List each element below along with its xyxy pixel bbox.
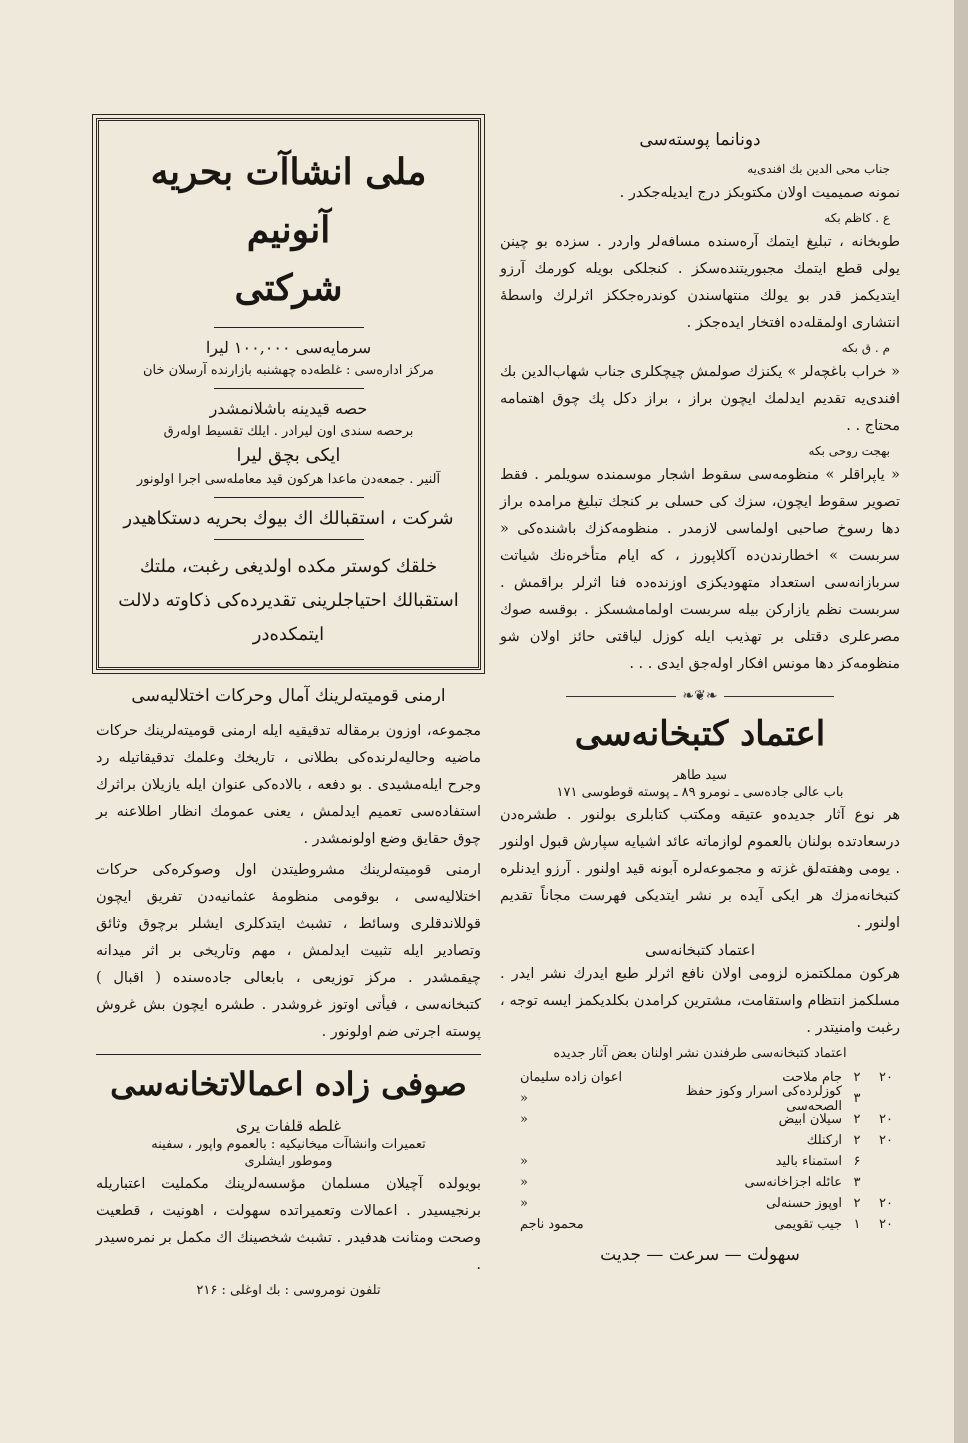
book-count: ۲ <box>853 1112 861 1127</box>
ad-closing: خلقك کوستر مکده اولدیغی رغبت، ملتك استقبالك احتیاجلرینی تقدیرده‌کی ذکاوته دلالت ایتمکده‌در <box>118 556 459 645</box>
book-count: ۲ <box>853 1196 861 1211</box>
ornamental-divider: ❧❦❧ <box>500 688 900 704</box>
divider <box>96 1054 481 1055</box>
bookshop-address: باب عالی جاده‌سی ـ نومرو ۸۹ ـ پوسته قوطوسی ۱۷۱ <box>556 785 844 800</box>
left-column <box>96 118 481 1300</box>
list-item <box>500 1214 900 1235</box>
book-list <box>500 1067 900 1235</box>
list-item <box>500 1130 900 1151</box>
right-column <box>500 118 900 1265</box>
book-title: جام ملاحت <box>782 1070 842 1085</box>
letter-text: « یاپراقلر » منظومه‌سی سقوط اشجار موسمنده سویلمر . فقط تصویر سقوط ایچون، سزك کی حسلی بر کنجك تبلیغ مرامده براز دها رسوخ صاحبی اولماسی لازمدر . منظومه‌کزك باشنده‌کی « سربست » اخطارندن‌ده آکلاپورز ، که ایام متأخره‌نك شیاتت سربازانه‌سی استعداد متهودیکزی اوزنده‌ده فنا اثرلر براقمش . سربست نظم یازارکن بیله سربست اولمامشسکز . بوقسه صوك مصرعلری دقتلی بر تهذیب ایله کوزل لیاقتی حائز اولان شو منظومه‌کز دها مونس افکار اوله‌جق ایدی . . . <box>500 467 900 672</box>
ad-note: آلنیر . جمعه‌دن ماعدا هرکون قید معامله‌سی اجرا اولونور <box>136 472 441 487</box>
book-count: ۲ <box>853 1133 861 1148</box>
list-item <box>500 1151 900 1172</box>
workshop-services: تعمیرات وانشاآت میخانیکیه : بالعموم واپور ، سفینه <box>151 1137 426 1152</box>
letter-text: طوبخانه ، تبلیغ ایتمك آره‌سنده مسافه‌لر واردر . سزده بو چینن یولی قطع ایتمك مجبوریتنده‌سکز . کنجلکی بویله کورمك آرزو ایتدیکمز قدر بو یولك منتهاسندن کوندره‌جککز اثرلرك واسطهٔ انتشاری اولمقله‌ده افتخار ایده‌جکز . <box>500 234 900 331</box>
book-count: ۶ <box>853 1154 861 1169</box>
mail-section-title: دونانما پوسته‌سی <box>639 130 761 150</box>
letter-text: « خراب باغچه‌لر » یکنزك صولمش چیچکلری جناب شهاب‌الدین بك افندی‌یه تقدیم ایدلمك ایچون براز ، براز دکل پك چوق اهتمامه محتاج . . <box>500 364 900 434</box>
review-title: ارمنی قومیته‌لرینك آمال وحرکات اختلالیه‌سی <box>131 686 446 706</box>
ad-shares-title: حصه قیدینه باشلانمشدر <box>209 399 368 418</box>
ad-headquarters: مرکز اداره‌سی : غلطه‌ده چهشنبه بازارنده آرسلان خان <box>142 363 435 378</box>
list-item <box>500 1109 900 1130</box>
workshop-title: صوفی زاده اعمالاتخانه‌سی <box>110 1065 467 1103</box>
book-title: جیب تقویمی <box>774 1217 842 1232</box>
book-price: ۲۰ <box>879 1070 893 1085</box>
bookshop-text: هر نوع آثار جدیده‌و عتیقه ومکتب کتابلری بولنور . طشره‌دن درسعادتده بولنان بالعموم لوازماته عائد اشیایه سپارش قبول اولنور . یومی وهفته‌لق غزته و مجموعه‌لره آبونه قید اولنور . آرزو ایدنلره کتبخانه‌مزك هر ایکی آیده بر نشر ایتدیکی فهرست مجاناً تقدیم اولنور . <box>500 807 900 931</box>
book-title: ارکنلك <box>806 1133 842 1148</box>
letter-text: نمونه صمیمیت اولان مکتوبکز درج ایدیله‌جکدر . <box>619 185 900 201</box>
book-title: عائله اجزاخانه‌سی <box>744 1175 842 1190</box>
book-price: ۲۰ <box>879 1196 893 1211</box>
bookshop-owner: سید طاهر <box>672 768 728 783</box>
ad-slogan: شرکت ، استقبالك اك بیوك بحریه دستکاهیدر <box>123 508 454 529</box>
book-list-intro: اعتماد کتبخانه‌سی طرفندن نشر اولنان بعض آثار جدیده <box>553 1046 847 1061</box>
company-ad-box <box>96 118 481 670</box>
letter-recipient: بهجت روحی بکه <box>808 444 890 458</box>
book-count: ۳ <box>853 1175 861 1190</box>
book-author: اعوان زاده سلیمان <box>520 1070 623 1085</box>
workshop-services: وموطور ایشلری <box>244 1154 333 1169</box>
divider <box>214 327 364 328</box>
review-paragraph: ارمنی قومیته‌لرینك مشروطیتدن اول وصوکره‌کی حرکات اختلالیه‌سی ، بوقومی منظومهٔ عثمانیه‌دن تفریق ایچون قوللاندقلری وسائط ، تشبث ایتدکلری ایشلر برچوق وثائق وتصادیر ایله تثبیت ایدلمش ، مهم وتاریخی بر اثر میدانه چیقمشدر . مرکز توزیعی ، بابعالی جاده‌سنده ( اقبال ) کتبخانه‌سی ، فیأتی اوتوز غروشدر . طشره ایچون بش غروش پوسته اجرتی ضم اولونور . <box>96 862 481 1040</box>
ad-shares-note: برحصه سندی اون لیرادر . ایلك تقسیط اولەرق <box>163 424 414 439</box>
book-count: ۱ <box>853 1217 861 1232</box>
page-edge <box>954 0 968 1443</box>
review-paragraph: مجموعه، اوزون برمقاله تدقیقیه ایله ارمنی قومیته‌لرینك حرکات ماضیه وحالیه‌لرنده‌کی بطلانی ، تاریخك وعلمك تدقیقاتیله رد وجرح ایله‌مشیدی . بو دفعه ، بالاده‌کی عنوان ایله یازیلان براثرك استفاده‌سی تعمیم ایدلمش ، یعنی عمومك انظار اطلاعنه بر چوق حقایق وضع اولونمشدر . <box>96 723 481 847</box>
bookshop-subtext: هرکون مملکتمزه لزومی اولان نافع اثرلر طبع ایدرك نشر ایدر . مسلکمز انتظام واستقامت، مشترین کرامدن بکلدیکمز ایسه توجه ، رغبت وامنیتدر . <box>500 966 900 1036</box>
ad-capital: سرمایه‌سی ۱۰۰,۰۰۰ لیرا <box>205 338 372 357</box>
list-item <box>500 1193 900 1214</box>
book-title: کوزلرده‌کی اسرار وکوز حفظ الصحه‌سی <box>685 1083 842 1114</box>
book-author: « <box>520 1091 528 1106</box>
letter-recipient: م . ق بکه <box>841 341 890 355</box>
book-author: « <box>520 1112 528 1127</box>
book-count: ۳ <box>853 1091 861 1106</box>
book-price: ۲۰ <box>879 1112 893 1127</box>
bookshop-subtitle: اعتماد کتبخانه‌سی <box>644 941 756 959</box>
workshop-text: بویولده آچیلان مسلمان مؤسسه‌لرینك مکملیت اعتباریله برنجیسیدر . اعمالات وتعمیراتده سهولت ، اهونیت ، قطعیت وصحت ومتانت هدفیدر . تشبث شخصینك اك مکمل بر نمره‌سیدر . <box>96 1176 481 1273</box>
book-author: « <box>520 1175 528 1190</box>
list-item <box>500 1083 900 1114</box>
bookshop-motto: سهولت — سرعت — جدیت <box>600 1245 800 1265</box>
divider <box>214 388 364 389</box>
book-price: ۲۰ <box>879 1217 893 1232</box>
book-author: محمود ناجم <box>520 1217 584 1232</box>
ad-title <box>115 143 462 317</box>
book-title: سیلان ابیض <box>778 1112 842 1127</box>
book-count: ۲ <box>853 1070 861 1085</box>
bookshop-title: اعتماد کتبخانه‌سی <box>574 714 826 754</box>
letter-recipient: جناب محی الدین بك افندی‌یه <box>747 162 890 176</box>
ad-title-line: شرکتی <box>234 267 343 309</box>
book-title: اوپوز حسنه‌لی <box>766 1196 842 1211</box>
workshop-phone: تلفون نومروسی : بك اوغلی : ۲۱۶ <box>196 1283 381 1298</box>
letter-recipient: ع . کاظم بکه <box>824 211 890 225</box>
ad-title-line: ملی انشاآت بحریه آنونیم <box>150 151 427 251</box>
divider <box>214 497 364 498</box>
ad-amount: ایکی بچق لیرا <box>236 445 341 466</box>
book-title: استمناء بالید <box>775 1154 842 1169</box>
workshop-location: غلطه قلفات یری <box>235 1117 342 1135</box>
divider <box>214 539 364 540</box>
book-author: « <box>520 1154 528 1169</box>
list-item <box>500 1172 900 1193</box>
book-price: ۲۰ <box>879 1133 893 1148</box>
book-author: « <box>520 1196 528 1211</box>
